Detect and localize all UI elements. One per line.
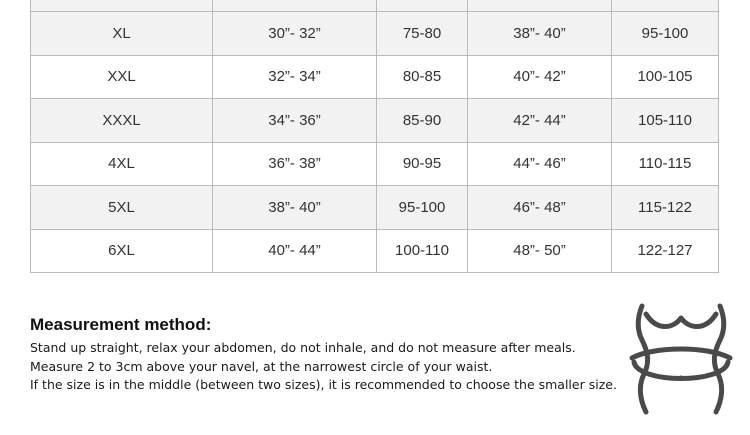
table-cell: 40”- 42” <box>468 55 612 99</box>
measurement-instruction: If the size is in the middle (between two sizes), it is recommended to choose the smaller size. <box>30 377 617 392</box>
table-cell: 80-85 <box>377 55 468 99</box>
measurement-instruction: Stand up straight, relax your abdomen, do not inhale, and do not measure after meals. <box>30 340 576 355</box>
table-cell: 100-105 <box>612 55 719 99</box>
size-label-cell: 6XL <box>31 229 213 273</box>
table-cell: 95-100 <box>377 186 468 230</box>
table-cell: 105-110 <box>612 99 719 143</box>
table-cell: 90-95 <box>377 142 468 186</box>
table-cell: 100-110 <box>377 229 468 273</box>
size-chart-table <box>30 0 719 273</box>
table-cell: 40”- 44” <box>213 229 377 273</box>
table-cell <box>213 0 377 12</box>
table-cell: 30”- 32” <box>213 12 377 56</box>
table-cell <box>468 0 612 12</box>
table-cell: 48”- 50” <box>468 229 612 273</box>
size-label-cell: 4XL <box>31 142 213 186</box>
table-cell: 46”- 48” <box>468 186 612 230</box>
table-cell <box>31 0 213 12</box>
size-label-cell: XXL <box>31 55 213 99</box>
table-cell: 42”- 44” <box>468 99 612 143</box>
table-cell: 75-80 <box>377 12 468 56</box>
size-label-cell: XL <box>31 12 213 56</box>
table-cell <box>612 0 719 12</box>
table-cell <box>377 0 468 12</box>
table-cell: 38”- 40” <box>213 186 377 230</box>
measurement-method-title: Measurement method: <box>30 315 212 334</box>
table-row <box>31 99 719 143</box>
table-cell: 32”- 34” <box>213 55 377 99</box>
table-cell: 110-115 <box>612 142 719 186</box>
size-label-cell: XXXL <box>31 99 213 143</box>
table-cell: 38”- 40” <box>468 12 612 56</box>
table-row <box>31 12 719 56</box>
table-cell: 95-100 <box>612 12 719 56</box>
measurement-method-section <box>30 314 630 395</box>
table-cell: 85-90 <box>377 99 468 143</box>
table-row <box>31 55 719 99</box>
table-cell: 34”- 36” <box>213 99 377 143</box>
measurement-instruction: Measure 2 to 3cm above your navel, at the narrowest circle of your waist. <box>30 358 493 374</box>
waist-measurement-icon <box>626 300 738 418</box>
table-row <box>31 229 719 273</box>
size-label-cell: 5XL <box>31 186 213 230</box>
table-cell: 115-122 <box>612 186 719 230</box>
table-cell: 36”- 38” <box>213 142 377 186</box>
table-row-header-partial <box>31 0 719 12</box>
table-cell: 122-127 <box>612 229 719 273</box>
table-cell: 44”- 46” <box>468 142 612 186</box>
table-row <box>31 186 719 230</box>
table-row <box>31 142 719 186</box>
